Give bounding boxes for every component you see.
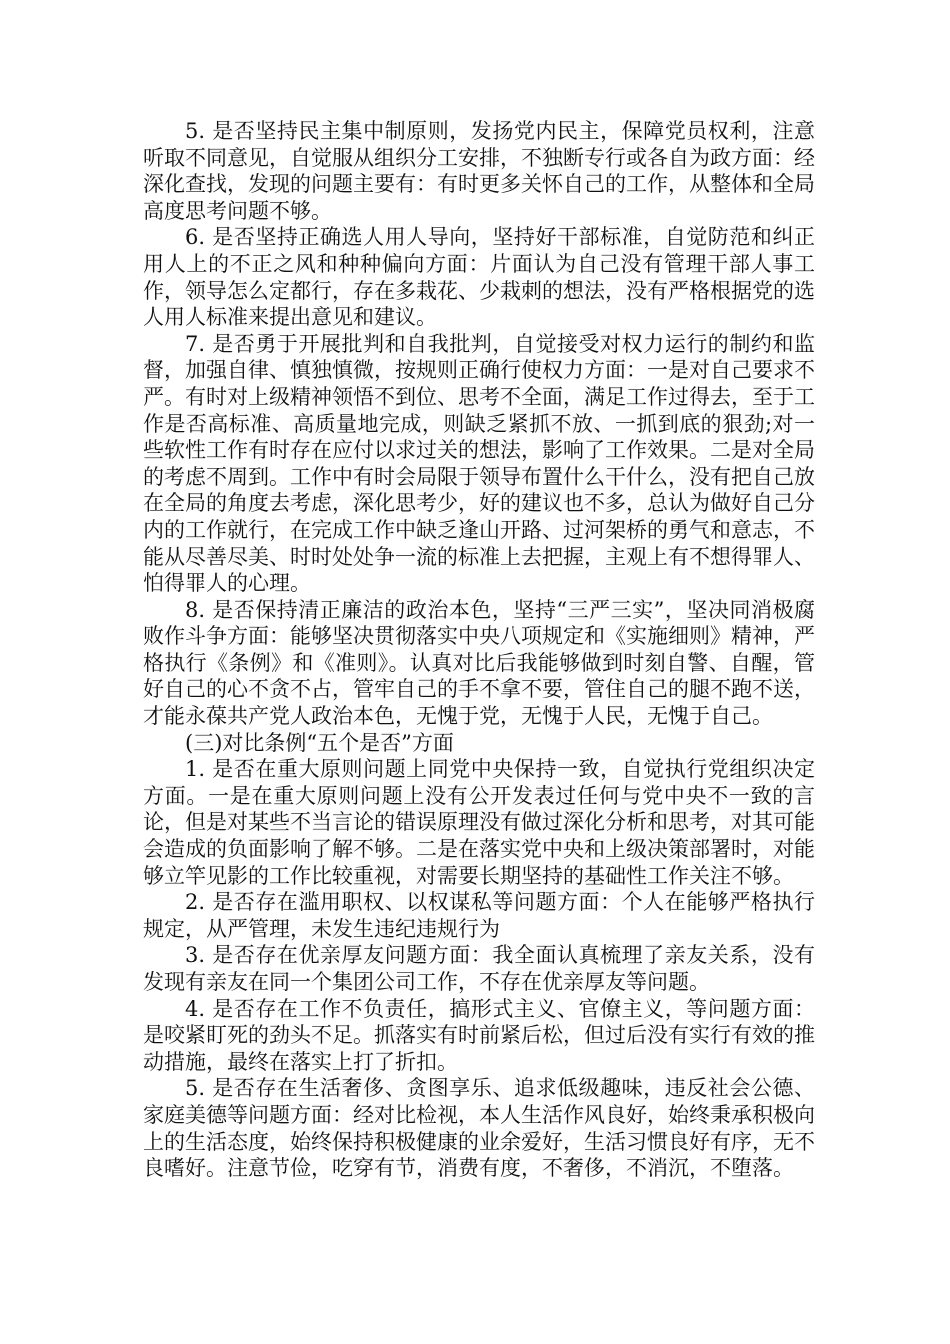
paragraph-whether-4-formalism: 4. 是否存在工作不负责任，搞形式主义、官僚主义，等问题方面：是咬紧盯死的劲头不足。抓落实有时前紧后松，但过后没有实行有效的推动措施，最终在落实上打了折扣。 <box>143 996 815 1074</box>
paragraph-whether-5-lifestyle: 5. 是否存在生活奢侈、贪图享乐、追求低级趣味，违反社会公德、家庭美德等问题方面：经对比检视，本人生活作风良好，始终秉承积极向上的生活态度，始终保持积极健康的业余爱好，生活习惯良好有序，无不良嗜好。注意节俭，吃穿有节，消费有度，不奢侈，不消沉，不堕落。 <box>143 1076 815 1181</box>
section-heading-five-whethers: (三)对比条例“五个是否”方面 <box>185 730 454 755</box>
paragraph-item-6-personnel-selection: 6. 是否坚持正确选人用人导向，坚持好干部标准，自觉防范和纠正用人上的不正之风和种种偏向方面：片面认为自己没有管理干部人事工作，领导怎么定都行，存在多栽花、少栽刺的想法，没有严格根据党的选人用人标准来提出意见和建议。 <box>143 225 815 330</box>
paragraph-item-7-criticism-self-criticism: 7. 是否勇于开展批判和自我批判，自觉接受对权力运行的制约和监督，加强自律、慎独慎微，按规则正确行使权力方面：一是对自己要求不严。有时对上级精神领悟不到位、思考不全面，满足工作过得去，至于工作是否高标准、高质量地完成，则缺乏紧抓不放、一抓到底的狠劲;对一些软性工作有时存在应付以求过关的想法，影响了工作效果。二是对全局的考虑不周到。工作中有时会局限于领导布置什么干什么，没有把自己放在全局的角度去考虑，深化思考少，好的建议也不多，总认为做好自己分内的工作就行，在完成工作中缺乏逢山开路、过河架桥的勇气和意志，不能从尽善尽美、时时处处争一流的标准上去把握，主观上有不想得罪人、怕得罪人的心理。 <box>143 331 815 596</box>
paragraph-whether-3-favoritism: 3. 是否存在优亲厚友问题方面：我全面认真梳理了亲友关系，没有发现有亲友在同一个集团公司工作，不存在优亲厚友等问题。 <box>143 943 815 994</box>
paragraph-whether-1-principle: 1. 是否在重大原则问题上同党中央保持一致，自觉执行党组织决定方面。一是在重大原则问题上没有公开发表过任何与党中央不一致的言论，但是对某些不当言论的错误原理没有做过深化分析和思考，对其可能会造成的负面影响了解不够。二是在落实党中央和上级决策部署时，对能够立竿见影的工作比较重视，对需要长期坚持的基础性工作关注不够。 <box>143 757 815 888</box>
paragraph-item-8-integrity: 8. 是否保持清正廉洁的政治本色，坚持“三严三实”，坚决同消极腐败作斗争方面：能够坚决贯彻落实中央八项规定和《实施细则》精神，严格执行《条例》和《准则》。认真对比后我能够做到时刻自警、自醒，管好自己的心不贪不占，管牢自己的手不拿不要，管住自己的腿不跑不送，才能永葆共产党人政治本色，无愧于党，无愧于人民，无愧于自己。 <box>143 597 815 729</box>
paragraph-whether-2-abuse-of-power: 2. 是否存在滥用职权、以权谋私等问题方面：个人在能够严格执行规定，从严管理，未发生违纪违规行为 <box>143 890 815 941</box>
paragraph-item-5-democratic-centralism: 5. 是否坚持民主集中制原则，发扬党内民主，保障党员权利，注意听取不同意见，自觉服从组织分工安排，不独断专行或各自为政方面：经深化查找，发现的问题主要有：有时更多关怀自己的工作，从整体和全局高度思考问题不够。 <box>143 119 815 223</box>
document-body <box>143 118 815 1182</box>
